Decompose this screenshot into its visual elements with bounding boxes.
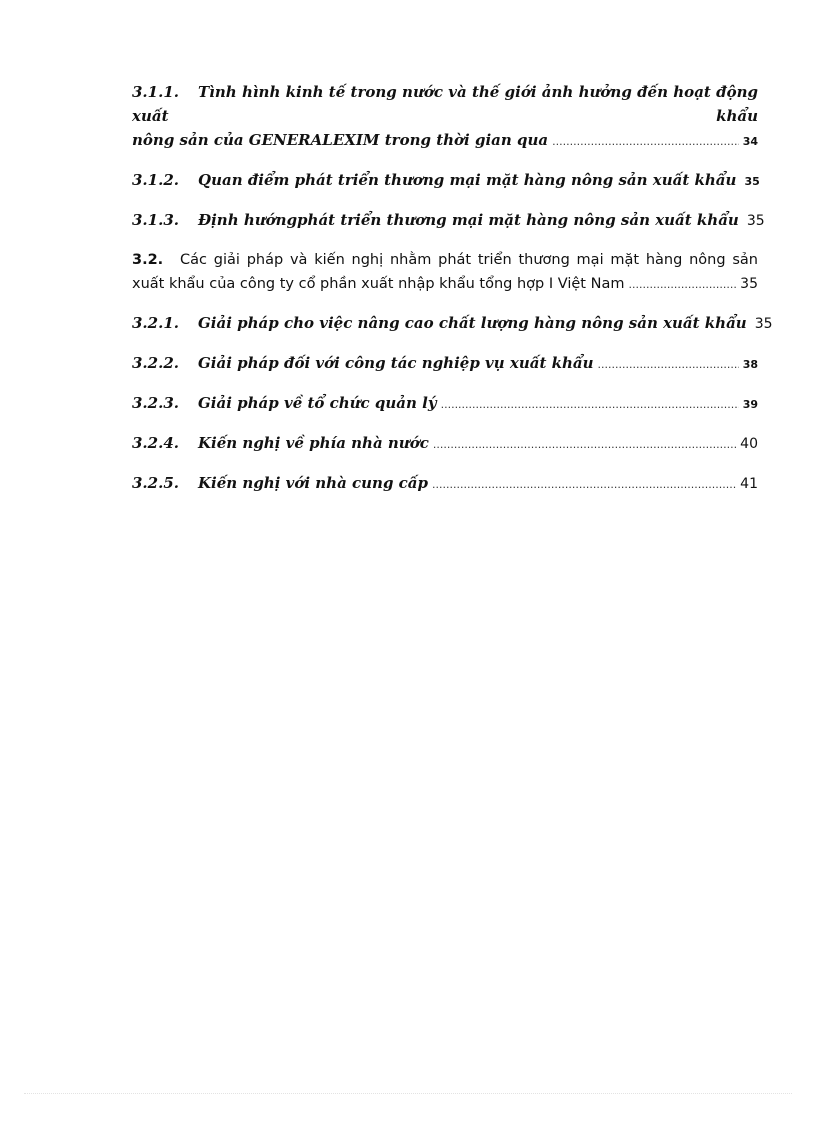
page-bottom-divider bbox=[24, 1093, 792, 1094]
dot-leader bbox=[441, 393, 739, 417]
toc-entry-page: 35 bbox=[754, 316, 773, 332]
dot-leader bbox=[433, 433, 736, 457]
toc-entry-page: 41 bbox=[740, 476, 758, 492]
toc-entry-page: 34 bbox=[742, 135, 758, 148]
toc-entry-3-2-4[interactable] bbox=[132, 431, 758, 457]
toc-entry-3-2[interactable] bbox=[132, 248, 758, 297]
toc-entry-3-2-3[interactable] bbox=[132, 391, 758, 417]
toc-entry-page: 35 bbox=[746, 213, 765, 229]
toc-entry-page: 35 bbox=[740, 276, 758, 292]
toc-entry-number: 3.2. bbox=[132, 252, 164, 268]
toc-entry-title-continued: nông sản của GENERALEXIM trong thời gian qua bbox=[132, 131, 549, 149]
dot-leader bbox=[598, 353, 739, 377]
toc-entry-3-1-1[interactable] bbox=[132, 80, 758, 154]
toc-entry-3-2-1[interactable] bbox=[132, 311, 773, 337]
toc-entry-number: 3.2.4. bbox=[132, 434, 179, 452]
toc-entry-number: 3.2.1. bbox=[132, 314, 179, 332]
toc-entry-number: 3.1.2. bbox=[132, 171, 179, 189]
toc-entry-number: 3.2.3. bbox=[132, 394, 179, 412]
table-of-contents bbox=[132, 80, 773, 511]
dot-leader bbox=[432, 473, 736, 497]
toc-entry-number: 3.1.3. bbox=[132, 211, 179, 229]
toc-entry-title: Kiến nghị về phía nhà nước bbox=[198, 434, 429, 452]
toc-entry-title-line bbox=[132, 248, 758, 272]
toc-entry-3-2-2[interactable] bbox=[132, 351, 758, 377]
dot-leader bbox=[552, 130, 739, 154]
toc-entry-number: 3.2.5. bbox=[132, 474, 179, 492]
toc-entry-page: 35 bbox=[744, 175, 760, 188]
toc-entry-title-continued: xuất khẩu của công ty cổ phần xuất nhập khẩu tổng hợp I Việt Nam bbox=[132, 276, 625, 292]
toc-entry-title: Quan điểm phát triển thương mại mặt hàng nông sản xuất khẩu bbox=[198, 171, 737, 189]
toc-entry-number: 3.1.1. bbox=[132, 83, 179, 101]
toc-entry-title: Định hướngphát triển thương mại mặt hàng nông sản xuất khẩu bbox=[198, 211, 739, 229]
toc-entry-3-1-3[interactable] bbox=[132, 208, 765, 234]
dot-leader bbox=[628, 273, 736, 297]
toc-entry-title: Giải pháp cho việc nâng cao chất lượng hàng nông sản xuất khẩu bbox=[198, 314, 747, 332]
toc-entry-page: 40 bbox=[740, 436, 758, 452]
toc-entry-title: Tình hình kinh tế trong nước và thế giới ảnh hưởng đến hoạt động xuất khẩu bbox=[132, 83, 758, 125]
toc-entry-3-1-2[interactable] bbox=[132, 168, 758, 194]
toc-entry-title-line bbox=[132, 80, 758, 128]
toc-entry-title: Giải pháp về tổ chức quản lý bbox=[198, 394, 437, 412]
toc-entry-title: Giải pháp đối với công tác nghiệp vụ xuất khẩu bbox=[198, 354, 594, 372]
toc-entry-3-2-5[interactable] bbox=[132, 471, 758, 497]
toc-entry-page: 39 bbox=[742, 398, 758, 411]
toc-entry-number: 3.2.2. bbox=[132, 354, 179, 372]
toc-entry-page: 38 bbox=[742, 358, 758, 371]
toc-entry-title: Các giải pháp và kiến nghị nhằm phát triển thương mại mặt hàng nông sản bbox=[180, 252, 758, 268]
toc-entry-title: Kiến nghị với nhà cung cấp bbox=[198, 474, 429, 492]
